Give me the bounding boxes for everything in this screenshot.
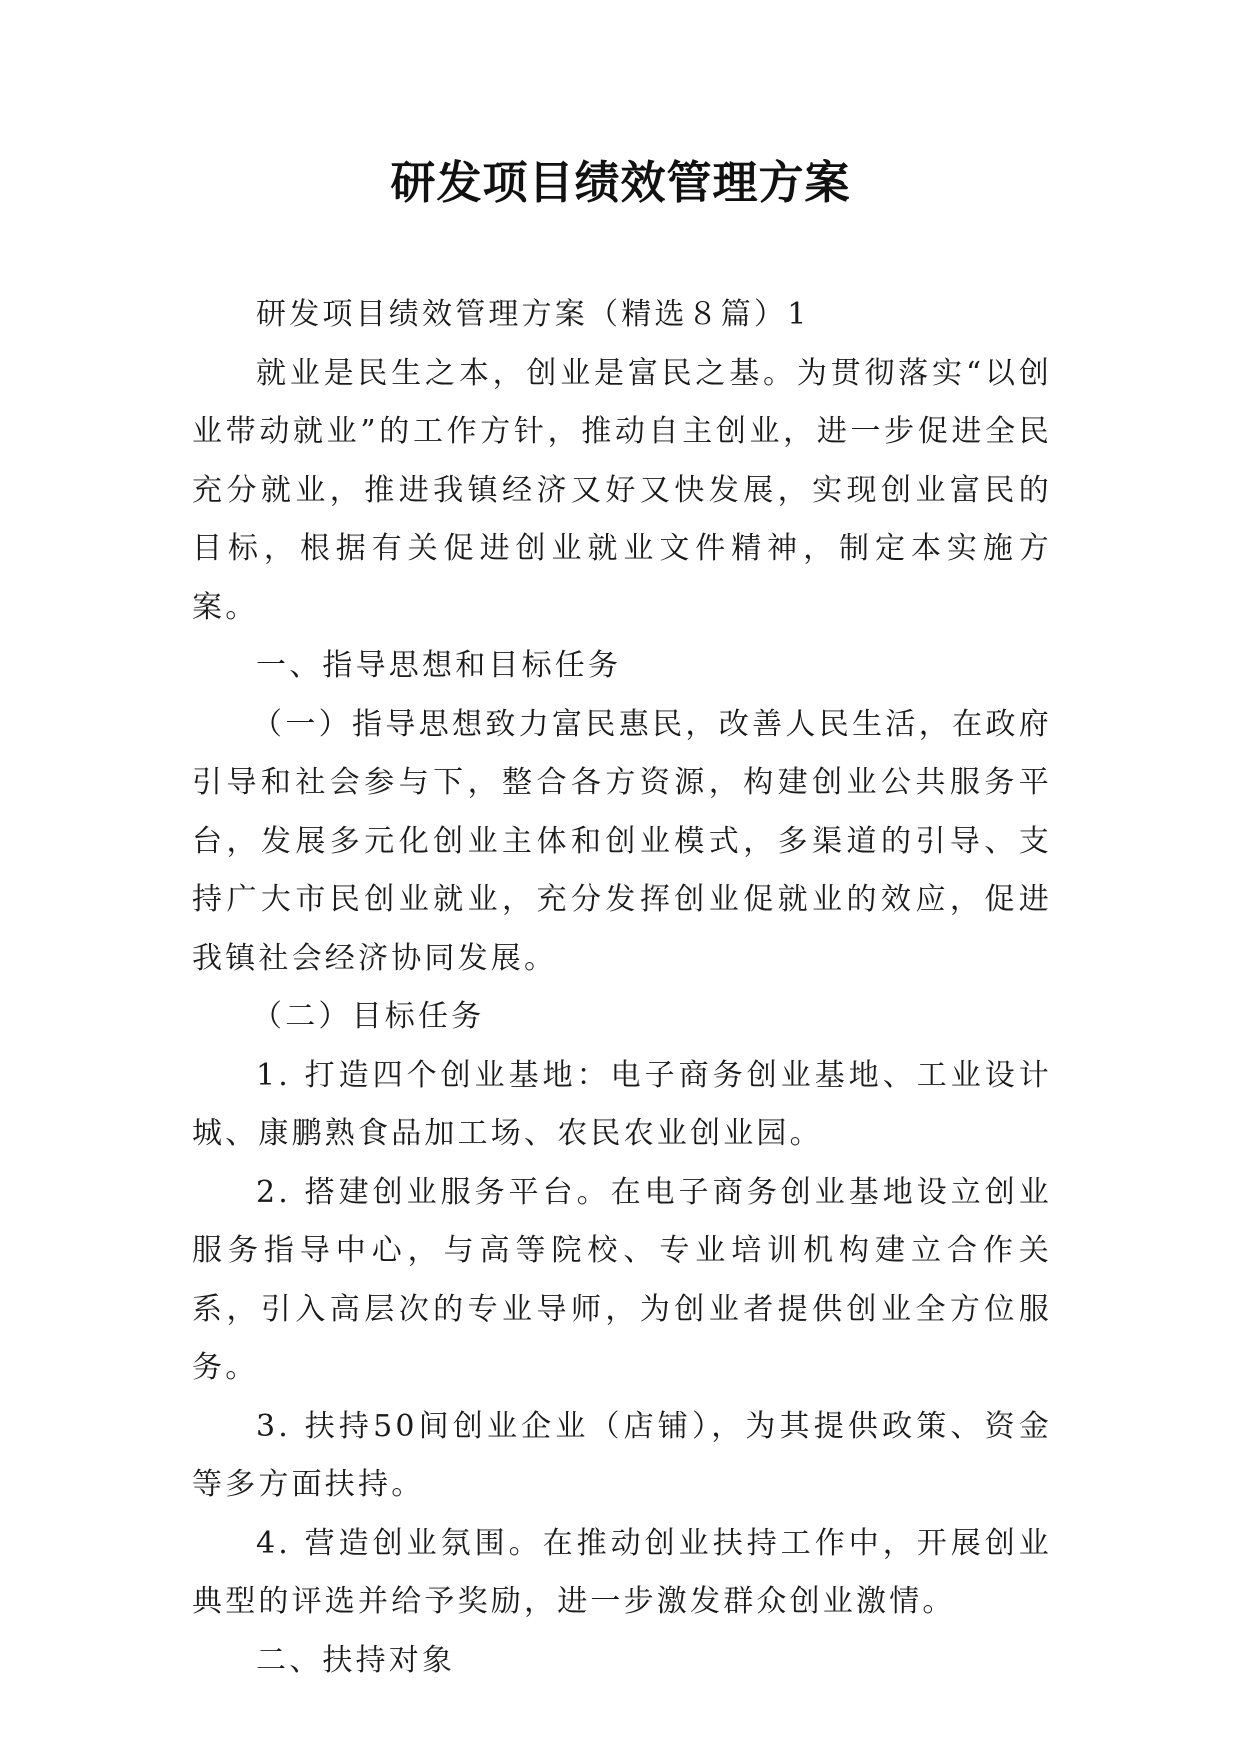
section-heading-1: 一、指导思想和目标任务 <box>256 648 622 683</box>
list-item-1: 1. 打造四个创业基地：电子商务创业基地、工业设计城、康鹏熟食品加工场、农民农业创业园。 <box>192 1057 1052 1151</box>
section-heading-2: 二、扶持对象 <box>256 1642 456 1678</box>
list-item-2: 2. 搭建创业服务平台。在电子商务创业基地设立创业服务指导中心，与高等院校、专业培训机构建立合作关系，引入高层次的专业导师，为创业者提供创业全方位服务。 <box>192 1174 1052 1385</box>
paragraph-guiding-ideology: （一）指导思想致力富民惠民，改善人民生活，在政府引导和社会参与下，整合各方资源，构建创业公共服务平台，发展多元化创业主体和创业模式，多渠道的引导、支持广大市民创业就业，充分发挥创业促就业的效应，促进我镇社会经济协同发展。 <box>192 706 1052 976</box>
paragraph-subtitle: 研发项目绩效管理方案（精选８篇）1 <box>256 297 810 332</box>
document-body <box>192 286 1052 1690</box>
list-item-4: 4. 营造创业氛围。在推动创业扶持工作中，开展创业典型的评选并给予奖励，进一步激发群众创业激情。 <box>192 1525 1052 1619</box>
paragraph-intro: 就业是民生之本，创业是富民之基。为贯彻落实“以创业带动就业”的工作方针，推动自主创业，进一步促进全民充分就业，推进我镇经济又好又快发展，实现创业富民的目标，根据有关促进创业就业文件精神，制定本实施方案。 <box>192 355 1052 625</box>
list-item-3: 3. 扶持50间创业企业（店铺），为其提供政策、资金等多方面扶持。 <box>192 1408 1052 1502</box>
subsection-heading-targets: （二）目标任务 <box>252 999 485 1034</box>
document-title: 研发项目绩效管理方案 <box>390 156 851 209</box>
